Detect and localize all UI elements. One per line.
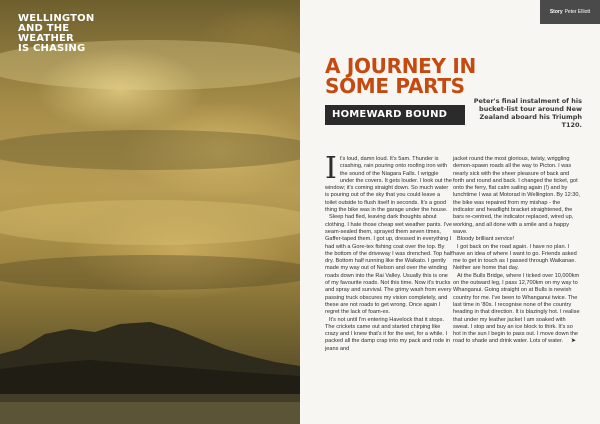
section-label: Story <box>549 9 563 15</box>
author-label: Peter Elliott <box>564 9 591 15</box>
body-paragraph: Bloody brilliant service! <box>457 236 515 243</box>
caption-line: IS CHASING <box>18 43 86 54</box>
section-tag <box>540 0 600 24</box>
body-paragraph: Sleep had fled, leaving dark thoughts about clothing. I hate those cheap wet weather pants. I've seam-sealed them, sprayed them seven times, Gaffer-taped them. I got up, dressed in everything I had with a Gore-tex fishing coat over the top. By the bottom of the driveway I was drenched. Top half dry. Bottom half running like the Waikato. I gently made my way out of Nelson and over the winding roads down into the Rai Valley. Usually this is one of my favourite roads. Not this time. Now it's trucks and spray and survival. The grimy wash from every passing truck obscures my vision completely, and these are not roads to get wrong. Once again I regret the lack of foam-ex. <box>325 214 453 316</box>
body-paragraph: It's not until I'm entering Havelock that it stops. The crickets came out and started chirping like crazy and I knew that's it for the wet, for a while. I packed all the damp crap into my pack and rode in jeans and <box>325 316 450 352</box>
headline <box>325 54 476 98</box>
body-paragraph: I got back on the road again. I have no plan. I have an idea of where I want to go. Friends asked me to get in touch as I passed through Waikanae. Neither are home that day. <box>453 243 577 272</box>
headline-line: SOME PARTS <box>325 74 465 98</box>
end-arrow-icon: ➤ <box>571 338 576 345</box>
caption-line: WELLINGTON <box>18 13 95 24</box>
standfirst: Peter's final instalment of his bucket-list tour around New Zealand aboard his Triumph T120. <box>473 97 582 129</box>
dropcap: I <box>325 151 337 186</box>
cloud-highlight <box>0 200 300 245</box>
cloud-shadow <box>0 255 300 290</box>
body-paragraph <box>453 273 581 346</box>
kicker-bar: HOMEWARD BOUND <box>325 105 465 125</box>
body-column-right <box>453 156 581 346</box>
body-paragraph: jacket round the most glorious, twisty, wriggling demon-spawn roads all the way to Picton. I was nearly sick with the sheer pleasure of back and forth and round and back. I changed the ticket, got onto the ferry, flat calm sailing again (!) and by lunchtime I was at Motorad in Wellington. By 12:30, the bike was repaired from my mishap - the indicator and headlight bracket straightened, the bars re-centred, the indicator replaced, wired up, working, and all done with a smile and a happy wave. <box>453 156 581 235</box>
paragraph-text: t's loud, damn loud. It's 5am. Thunder is crashing, rain pouring onto roofing iron with the sound of the Niagara Falls. I wriggle under the covers. It gets louder. I look out the window; it's coming straight down. So much water is pouring out of the sky that you could leave a toilet outside to flush itself in seconds. It's a good thing the bike was in the garage under the house. <box>325 156 452 214</box>
paragraph-text: At the Bulls Bridge, where I ticked over 10,000km on the outward leg, I pass 12,700km on my way to Whanganui. Going straight on at Bulls is newish country for me. I've been to Whanganui twice. The last time in '80s. I recognise none of the country heading in that direction. It is blazingly hot. I realise that under my leather jacket I am soaked with sweat. I stop and buy an ice block to thirk. It's so hot in the sun I begin to pass out. I move down the road to shade and drink water. Lots of water. <box>453 272 580 345</box>
caption-line: AND THE <box>18 23 70 34</box>
body-column-left <box>325 151 453 353</box>
hills-silhouette <box>0 294 300 424</box>
cloud-shadow <box>0 130 300 170</box>
article-page <box>300 0 600 424</box>
body-paragraph <box>325 151 453 214</box>
headline-line: A JOURNEY IN <box>325 54 476 78</box>
photo-caption <box>18 14 94 54</box>
caption-line: WEATHER <box>18 33 74 44</box>
